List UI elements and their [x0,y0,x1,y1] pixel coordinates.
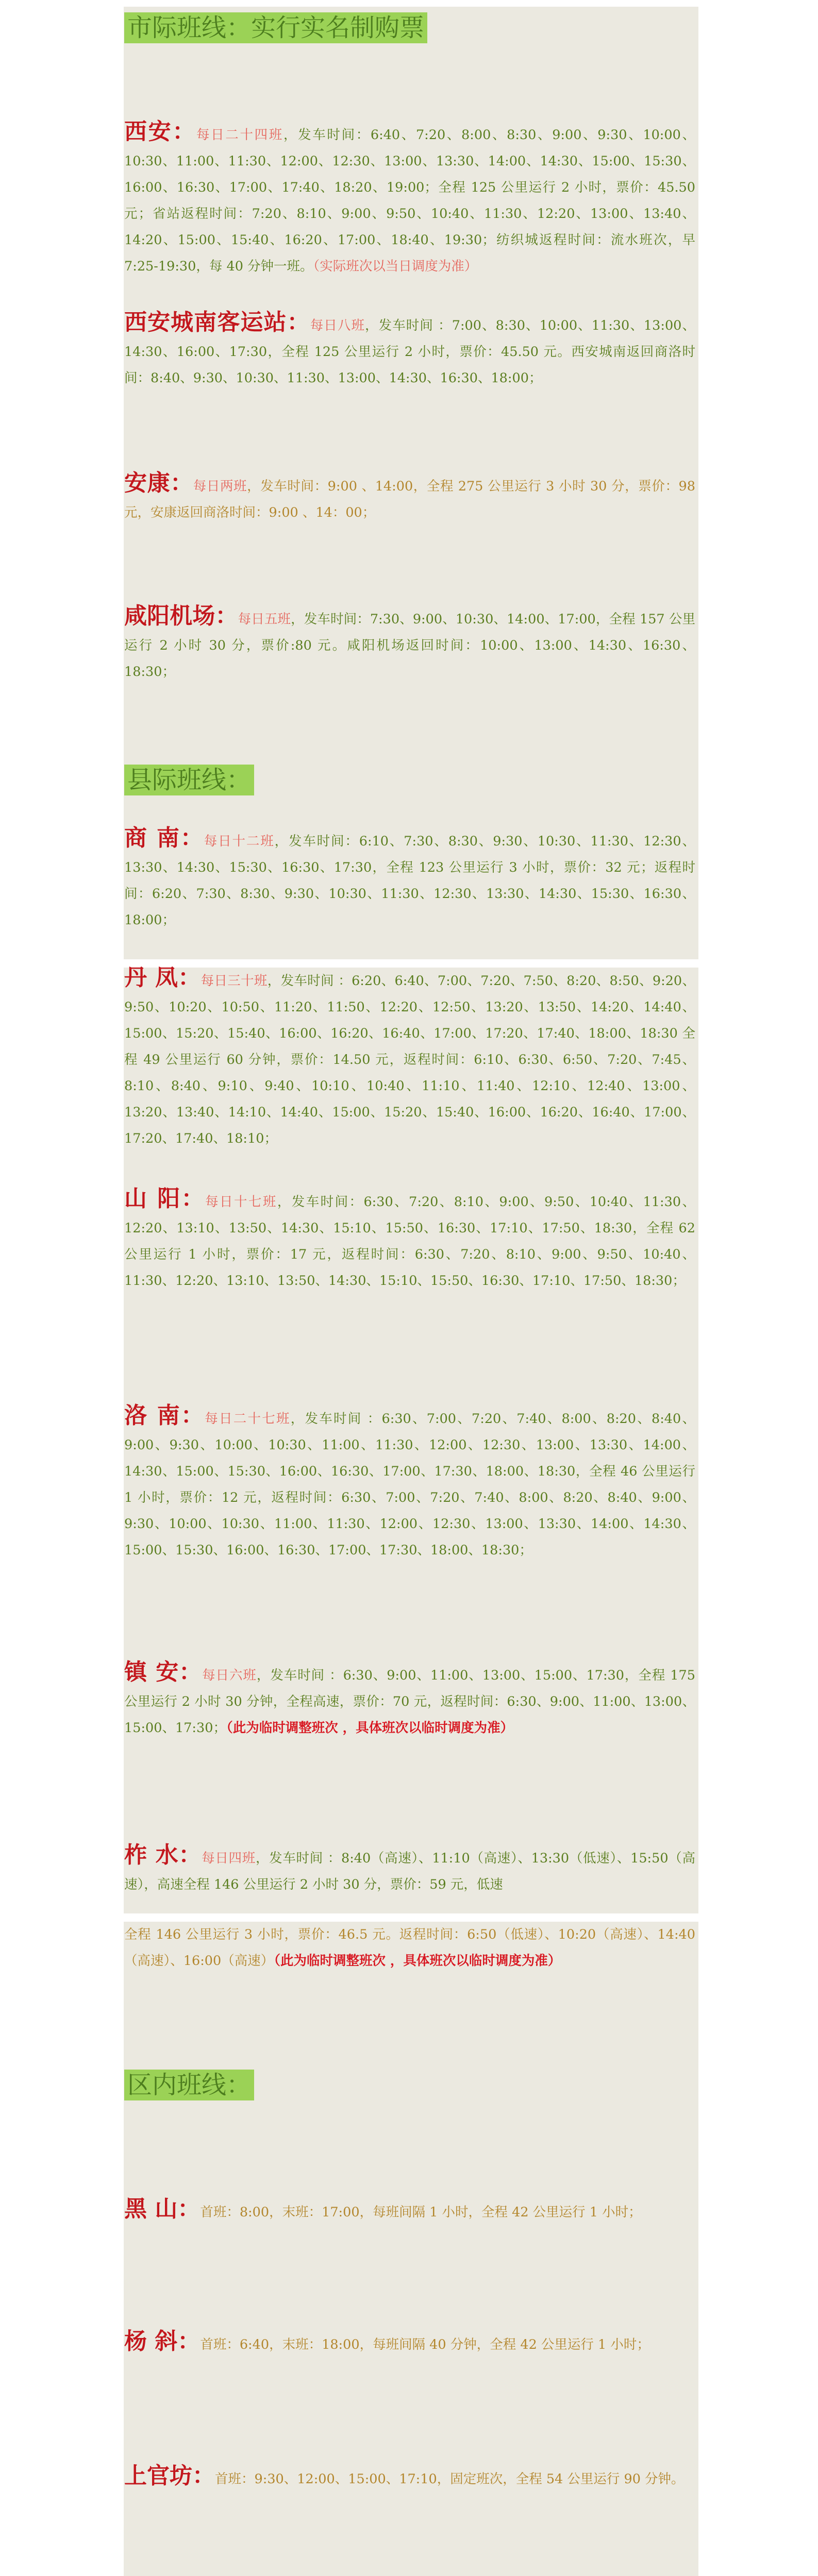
route-luonan [124,1402,695,1564]
route-note: （此为临时调整班次 ，具体班次以临时调度为准） [274,1953,561,1969]
route-zhashui [124,1842,695,1898]
route-heishan [124,2196,695,2226]
route-times: 首班：8:00，末班：17:00，每班间隔 1 小时，全程 42 公里运行 1 小时； [200,2205,642,2220]
route-shangguanfang [124,2463,695,2493]
route-count: 每日五班 [238,612,291,627]
route-times: ，发车时间 ：6:30、7:00、7:20、7:40、8:00、8:20、8:40、9:00、9:30、10:00、10:30、11:00、11:30、12:00、12:30、13:00、13:30、14:00、14:30、15:00、15:30、16:00、16:30、17:00、17:30、18:00、18:30，全程 46 公里运行 1 小时，票价：12 元，返程时间：6:30、7:00、7:20、7:40、8:00、8:20、8:40、9:00、9:30、10:00、10:30、11:00、11:30、12:00、12:30、13:00、13:30、14:00、14:30、15:00、15:30、16:00、16:30、17:00、17:30、18:00、18:30； [124,1411,695,1558]
route-label: 西安城南客运站： [124,309,310,335]
route-danfeng [124,964,695,1152]
route-times: 全程 146 公里运行 3 小时，票价：46.5 元。返程时间：6:50（低速）、10:20（高速）、14:40（高速）、16:00（高速） [124,1927,695,1969]
route-times: 首班：6:40，末班：18:00，每班间隔 40 分钟，全程 42 公里运行 1 小时； [200,2337,650,2352]
route-times: ，发车时间 ：6:20、6:40、7:00、7:20、7:50、8:20、8:50、9:20、9:50、10:20、10:50、11:20、11:50、12:20、12:50、13:20、13:50、14:20、14:40、15:00、15:20、15:40、16:00、16:20、16:40、17:00、17:20、17:40、18:00、18:30 全程 49 公里运行 60 分钟，票价：14.50 元，返程时间：6:10、6:30、6:50、7:20、7:45、8:10、8:40、9:10、9:40、10:10、10:40、11:10、11:40、12:10、12:40、13:00、13:20、13:40、14:10、14:40、15:00、15:20、15:40、16:00、16:20、16:40、17:00、17:20、17:40、18:10； [124,973,695,1146]
route-zhenan [124,1659,695,1741]
route-label: 安康： [124,470,193,496]
route-zhashui-cont [124,1922,695,1974]
route-times: ，发车时间 ：6:30、9:00、11:00、13:00、15:00、17:30，全程 175 公里运行 2 小时 30 分钟，全程高速，票价：70 元，返程时间：6:30、9:00、11:00、13:00、15:00、17:30； [124,1668,695,1736]
route-count: 每日十二班 [204,834,275,849]
route-times: ，发车时间：9:00 、14:00，全程 275 公里运行 3 小时 30 分，票价：98 元，安康返回商洛时间：9:00 、14：00； [124,479,695,520]
route-label: 镇 安： [124,1659,203,1685]
route-ankang [124,470,695,526]
route-label: 商 南： [124,825,204,851]
route-note: （此为临时调整班次 ，具体班次以临时调度为准） [226,1720,514,1736]
route-xian [124,118,695,280]
route-times: ，发车时间：6:10、7:30、8:30、9:30、10:30、11:30、12:30、13:30、14:30、15:30、16:30、17:30，全程 123 公里运行 3 小时，票价：32 元；返程时间：6:20、7:30、8:30、9:30、10:30、11:30、12:30、13:30、14:30、15:30、16:30、18:00； [124,834,695,928]
route-times: 首班：9:30、12:00、15:00、17:10，固定班次，全程 54 公里运行 90 分钟。 [215,2471,685,2487]
route-xianyang-airport [124,603,695,685]
route-count: 每日三十班 [201,973,268,989]
route-count: 每日十七班 [205,1194,277,1210]
route-count: 每日六班 [202,1668,257,1683]
section-divider [124,1913,698,1922]
route-times: ，发车时间 ：8:40（高速）、11:10（高速）、13:30（低速）、15:50（高速），高速全程 146 公里运行 2 小时 30 分，票价：59 元，低速 [124,1851,695,1892]
route-count: 每日两班 [193,479,247,494]
route-count: 每日二十七班 [205,1411,291,1427]
route-shangnan [124,825,695,934]
route-label: 咸阳机场： [124,603,238,629]
route-times: ，发车时间：6:40、7:20、8:00、8:30、9:00、9:30、10:00、10:30、11:00、11:30、12:00、12:30、13:00、13:30、14:00、14:30、15:00、15:30、16:00、16:30、17:00、17:40、18:20、19:00；全程 125 公里运行 2 小时，票价：45.50 元；省站返程时间：7:20、8:10、9:00、9:50、10:40、11:30、12:20、13:00、13:40、14:20、15:00、15:40、16:20、17:00、18:40、19:30；纺织城返程时间：流水班次，早 7:25-19:30，每 40 分钟一班。 [124,127,695,274]
route-yangxie [124,2328,695,2358]
section-header-county: 县际班线： [124,765,254,795]
route-count: 每日二十四班 [196,127,283,143]
route-times: ，发车时间：6:30、7:20、8:10、9:00、9:50、10:40、11:30、12:20、13:10、13:50、14:30、15:10、15:50、16:30、17:10、17:50、18:30，全程 62 公里运行 1 小时，票价：17 元，返程时间：6:30、7:20、8:10、9:00、9:50、10:40、11:30、12:20、13:10、13:50、14:30、15:10、15:50、16:30、17:10、17:50、18:30； [124,1194,695,1289]
route-label: 杨 斜： [124,2328,201,2354]
route-label: 西安： [124,118,196,145]
route-shanyang [124,1185,695,1294]
section-header-district: 区内班线： [124,2070,254,2100]
route-label: 丹 凤： [124,964,201,991]
route-label: 上官坊： [124,2463,215,2489]
route-xian-south [124,309,695,392]
route-count: 每日四班 [202,1851,256,1866]
route-times: ，发车时间：7:30、9:00、10:30、14:00、17:00，全程 157 公里运行 2 小时 30 分，票价:80 元。咸阳机场返回时间：10:00、13:00、14:30、16:30、18:30； [124,612,695,680]
route-label: 洛 南： [124,1402,205,1429]
route-label: 山 阳： [124,1185,206,1212]
route-count: 每日八班 [310,318,365,333]
section-header-city: 市际班线：实行实名制购票 [124,12,427,43]
route-label: 柞 水： [124,1842,202,1868]
route-label: 黑 山： [124,2196,201,2222]
route-note: （实际班次以当日调度为准） [313,259,478,274]
route-times: ，发车时间 ：7:00、8:30、10:00、11:30、13:00、14:30、16:00、17:30，全程 125 公里运行 2 小时，票价：45.50 元。西安城南返回商洛时间：8:40、9:30、10:30、11:30、13:00、14:30、16:30、18:00； [124,318,695,386]
